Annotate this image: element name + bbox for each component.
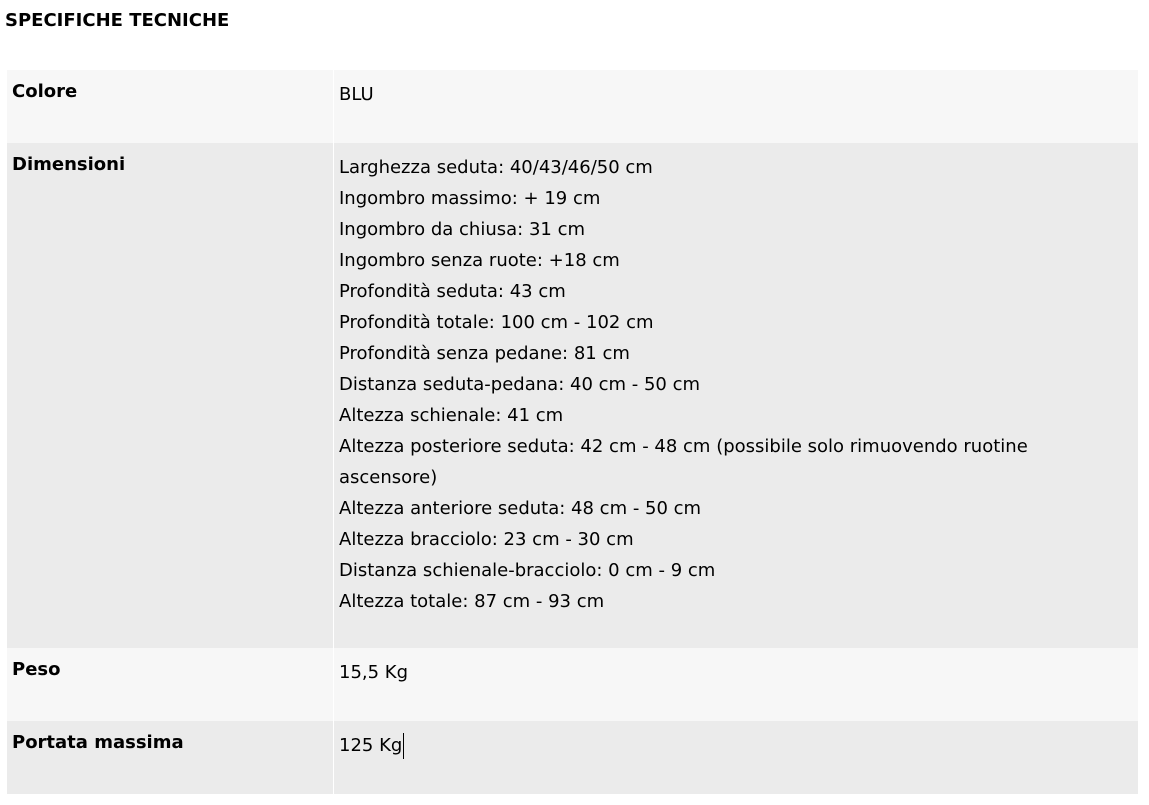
spec-value-line: Ingombro massimo: + 19 cm <box>339 188 601 209</box>
spec-value <box>333 70 1138 143</box>
spec-value-line: 15,5 Kg <box>339 662 409 683</box>
spec-row-portata-massima <box>7 721 1138 794</box>
spec-value-line: Altezza posteriore seduta: 42 cm - 48 cm (possibile solo rimuovendo ruotine <box>339 436 1028 457</box>
spec-value-line: Profondità totale: 100 cm - 102 cm <box>339 312 654 333</box>
spec-value-line: Altezza anteriore seduta: 48 cm - 50 cm <box>339 498 702 519</box>
spec-label: Colore <box>12 81 78 102</box>
spec-label: Peso <box>12 659 61 680</box>
spec-row-dimensioni <box>7 143 1138 648</box>
spec-value-line: 125 Kg <box>339 735 403 756</box>
section-title: SPECIFICHE TECNICHE <box>5 10 230 31</box>
spec-row-peso <box>7 648 1138 721</box>
text-cursor <box>403 733 404 759</box>
spec-value-line: ascensore) <box>339 467 438 488</box>
spec-value-line: Altezza bracciolo: 23 cm - 30 cm <box>339 529 634 550</box>
spec-label: Dimensioni <box>12 154 126 175</box>
spec-value-line: Ingombro da chiusa: 31 cm <box>339 219 585 240</box>
spec-value-line: Distanza schienale-bracciolo: 0 cm - 9 cm <box>339 560 716 581</box>
spec-label: Portata massima <box>12 732 184 753</box>
spec-value <box>333 143 1138 648</box>
spec-value-line: BLU <box>339 84 374 105</box>
spec-value-line: Profondità seduta: 43 cm <box>339 281 566 302</box>
spec-value-line: Ingombro senza ruote: +18 cm <box>339 250 620 271</box>
specs-table <box>7 70 1138 794</box>
spec-value-line: Distanza seduta-pedana: 40 cm - 50 cm <box>339 374 701 395</box>
spec-value-editable[interactable] <box>333 721 1138 794</box>
spec-value-line: Larghezza seduta: 40/43/46/50 cm <box>339 157 653 178</box>
spec-value-line: Profondità senza pedane: 81 cm <box>339 343 630 364</box>
spec-value-line: Altezza schienale: 41 cm <box>339 405 564 426</box>
spec-row-colore <box>7 70 1138 143</box>
spec-value <box>333 648 1138 721</box>
spec-value-line: Altezza totale: 87 cm - 93 cm <box>339 591 605 612</box>
